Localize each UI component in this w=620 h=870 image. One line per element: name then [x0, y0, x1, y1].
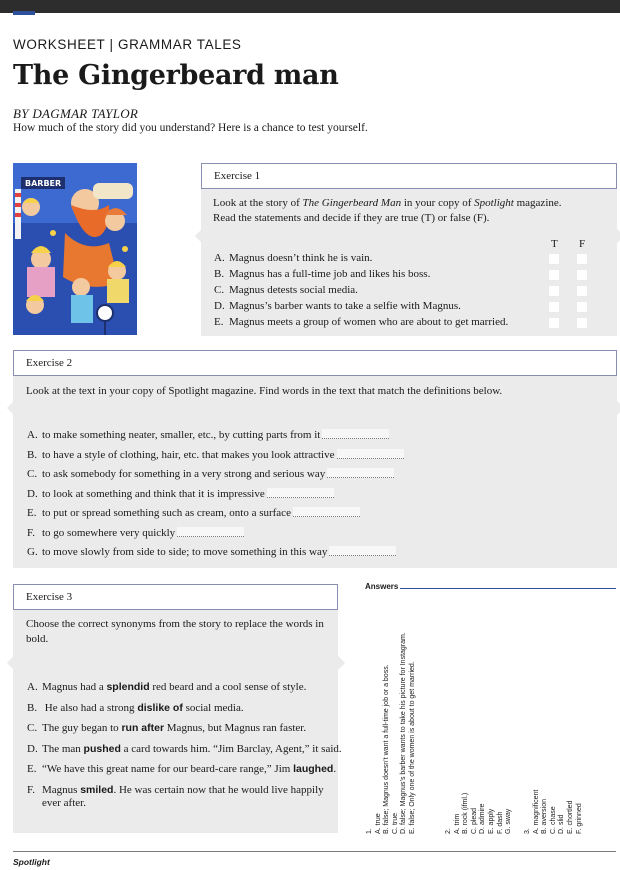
list-item: C. to ask somebody for something in a very strong and serious way — [27, 468, 394, 480]
answer-blank[interactable] — [177, 527, 244, 537]
answers-heading: Answers — [365, 582, 399, 591]
answers-column-1: 1. A. true B. false; Magnus doesn’t want a full-time job or a boss. C. true D. false; Magnus’s barber wants to take his picture for Instagram. E. false; Only one of the women is about to get married. — [366, 632, 416, 834]
list-item: F. to go somewhere very quickly — [27, 527, 244, 539]
worksheet-kicker: WORKSHEET | GRAMMAR TALES — [13, 37, 242, 52]
exercise3-instruction: Choose the correct synonyms from the story to replace the words in bold. — [26, 618, 324, 645]
list-item: A. Magnus had a splendid red beard and a cool sense of style. — [27, 681, 307, 693]
answer-blank[interactable] — [337, 449, 404, 459]
list-item: B. He also had a strong dislike of social media. — [27, 701, 244, 714]
list-item: D. The man pushed a card towards him. “Jim Barclay, Agent,” it said. — [27, 742, 342, 755]
checkbox-e-false[interactable] — [577, 318, 587, 328]
answer-blank[interactable] — [267, 488, 334, 498]
list-item: B. Magnus has a full-time job and likes his boss. — [214, 268, 431, 280]
intro-text: How much of the story did you understand? Here is a chance to test yourself. — [13, 122, 368, 134]
list-item: F. Magnus smiled. He was certain now that he would live happily — [27, 783, 324, 796]
exercise3-label: Exercise 3 — [13, 584, 338, 610]
list-item: E. to put or spread something such as cream, onto a surface — [27, 507, 360, 519]
byline: BY DAGMAR TAYLOR — [13, 106, 139, 121]
list-item: G. to move slowly from side to side; to move something in this way — [27, 546, 396, 558]
list-item: E. “We have this great name for our beard-care range,” Jim laughed. — [27, 763, 337, 775]
answers-column-2: 2. A. trim B. rock (ifml.) C. plead D. admire E. apply F. dash G. sway — [445, 792, 513, 834]
checkbox-a-true[interactable] — [549, 254, 559, 264]
answer-blank[interactable] — [322, 429, 389, 439]
answers-column-3: 3. A. magnificent B. aversion C. chase D. slid E. chortled F. grinned — [524, 789, 583, 834]
top-bar-accent — [13, 11, 35, 15]
footer-rule — [13, 851, 616, 852]
answer-blank[interactable] — [327, 468, 394, 478]
story-illustration — [13, 163, 137, 335]
checkbox-d-false[interactable] — [577, 302, 587, 312]
top-bar — [0, 0, 620, 13]
list-item: D. to look at something and think that it is impressive — [27, 488, 334, 500]
exercise2-list — [27, 429, 447, 559]
checkbox-c-true[interactable] — [549, 286, 559, 296]
answer-blank[interactable] — [329, 546, 396, 556]
exercise1-instruction: Look at the story of The Gingerbeard Man in your copy of Spotlight magazine. Read the statements and decide if they are true (T) or false (F). — [213, 197, 562, 224]
checkbox-c-false[interactable] — [577, 286, 587, 296]
exercise1-label: Exercise 1 — [201, 163, 617, 189]
false-column-header: F — [579, 238, 586, 250]
exercise3-list — [27, 681, 342, 821]
checkbox-b-true[interactable] — [549, 270, 559, 280]
checkbox-b-false[interactable] — [577, 270, 587, 280]
list-item-continuation: ever after. — [42, 796, 86, 809]
list-item: A. Magnus doesn’t think he is vain. — [214, 252, 373, 264]
exercise2-label: Exercise 2 — [13, 350, 617, 376]
answer-blank[interactable] — [293, 507, 360, 517]
true-column-header: T — [551, 238, 558, 250]
checkbox-d-true[interactable] — [549, 302, 559, 312]
list-item: D. Magnus’s barber wants to take a selfie with Magnus. — [214, 300, 461, 312]
exercise1-list — [214, 252, 544, 332]
page-title: The Gingerbeard man — [13, 60, 339, 91]
list-item: C. Magnus detests social media. — [214, 284, 358, 296]
list-item: E. Magnus meets a group of women who are about to get married. — [214, 316, 509, 328]
list-item: B. to have a style of clothing, hair, etc. that makes you look attractive — [27, 449, 404, 461]
checkbox-e-true[interactable] — [549, 318, 559, 328]
barber-sign: BARBER — [25, 179, 62, 188]
answers-rule — [400, 588, 616, 589]
list-item: C. The guy began to run after Magnus, but Magnus ran faster. — [27, 722, 307, 734]
list-item: A. to make something neater, smaller, etc., by cutting parts from it — [27, 429, 389, 441]
exercise2-instruction: Look at the text in your copy of Spotlight magazine. Find words in the text that match the definitions below. — [26, 385, 503, 397]
checkbox-a-false[interactable] — [577, 254, 587, 264]
footer-brand: Spotlight — [13, 857, 50, 867]
